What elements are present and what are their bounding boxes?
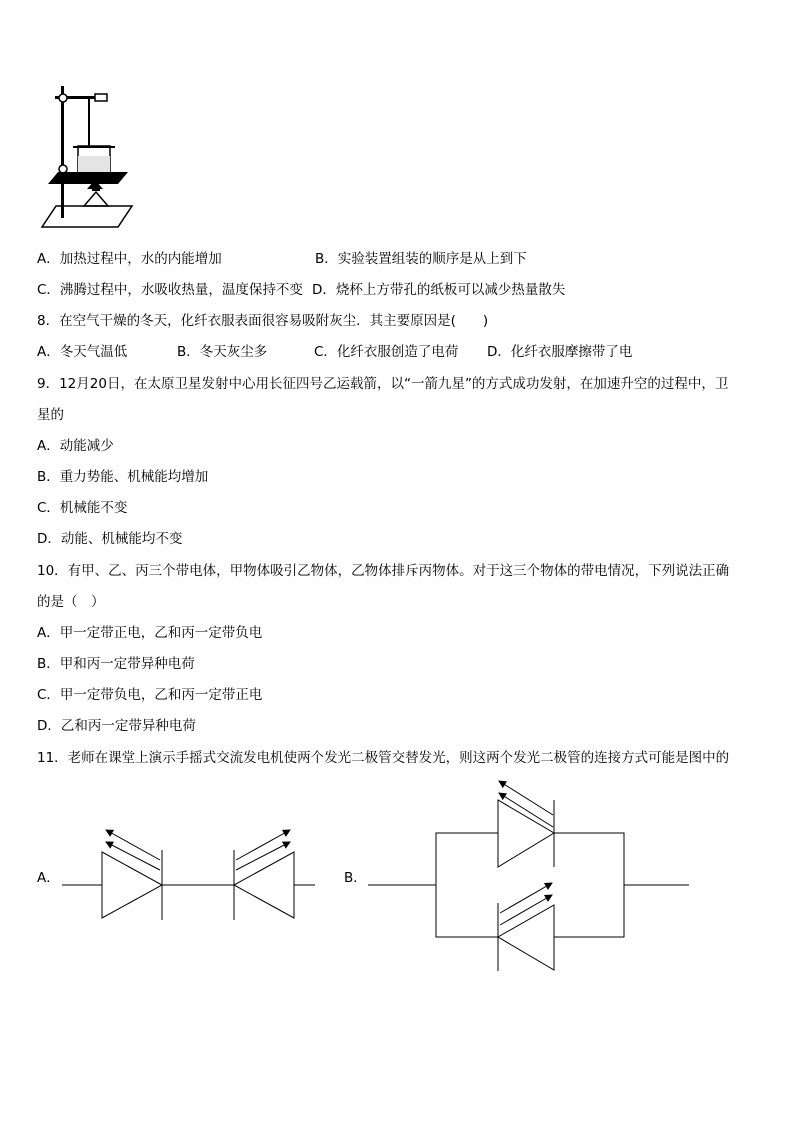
q7-option-a: A．加热过程中，水的内能增加: [37, 251, 222, 267]
q7-option-b: B．实验装置组装的顺序是从上到下: [315, 251, 527, 267]
q9-option-d: D．动能、机械能均不变: [37, 531, 183, 547]
q10-stem-line2: 的是（ ）: [37, 594, 105, 610]
q9-stem-line1: 9．12月20日，在太原卫星发射中心用长征四号乙运载箭，以“一箭九星”的方式成功发射，在加速升空的过程中，卫: [37, 376, 729, 392]
q8-option-b: B．冬天灰尘多: [177, 344, 268, 360]
q8-stem: 8．在空气干燥的冬天，化纤衣服表面很容易吸附灰尘．其主要原因是( ): [37, 313, 489, 329]
q10-option-a: A．甲一定带正电，乙和丙一定带负电: [37, 625, 263, 641]
q11-label-a: A．: [37, 870, 60, 886]
q8-option-c: C．化纤衣服创造了电荷: [314, 344, 459, 360]
q11-label-b: B．: [344, 870, 367, 886]
q10-option-c: C．甲一定带负电，乙和丙一定带正电: [37, 687, 263, 703]
q7-option-c: C．沸腾过程中，水吸收热量，温度保持不变: [37, 282, 303, 298]
q8-option-a: A．冬天气温低: [37, 344, 128, 360]
q9-stem-line2: 星的: [37, 407, 64, 423]
heating-apparatus-figure: [40, 84, 140, 234]
q11-stem: 11．老师在课堂上演示手摇式交流发电机使两个发光二极管交替发光，则这两个发光二极管的连接方式可能是图中的: [37, 750, 730, 766]
q10-stem-line1: 10．有甲、乙、丙三个带电体，甲物体吸引乙物体，乙物体排斥丙物体。对于这三个物体的带电情况，下列说法正确: [37, 563, 730, 579]
q10-option-d: D．乙和丙一定带异种电荷: [37, 718, 196, 734]
q8-option-d: D．化纤衣服摩擦带了电: [487, 344, 633, 360]
q9-option-c: C．机械能不变: [37, 500, 128, 516]
circuit-b-diagram: [366, 775, 692, 975]
q9-option-b: B．重力势能、机械能均增加: [37, 469, 209, 485]
q10-option-b: B．甲和丙一定带异种电荷: [37, 656, 195, 672]
circuit-a-diagram: [60, 820, 320, 925]
q7-option-d: D．烧杯上方带孔的纸板可以减少热量散失: [312, 282, 566, 298]
q9-option-a: A．动能减少: [37, 438, 114, 454]
